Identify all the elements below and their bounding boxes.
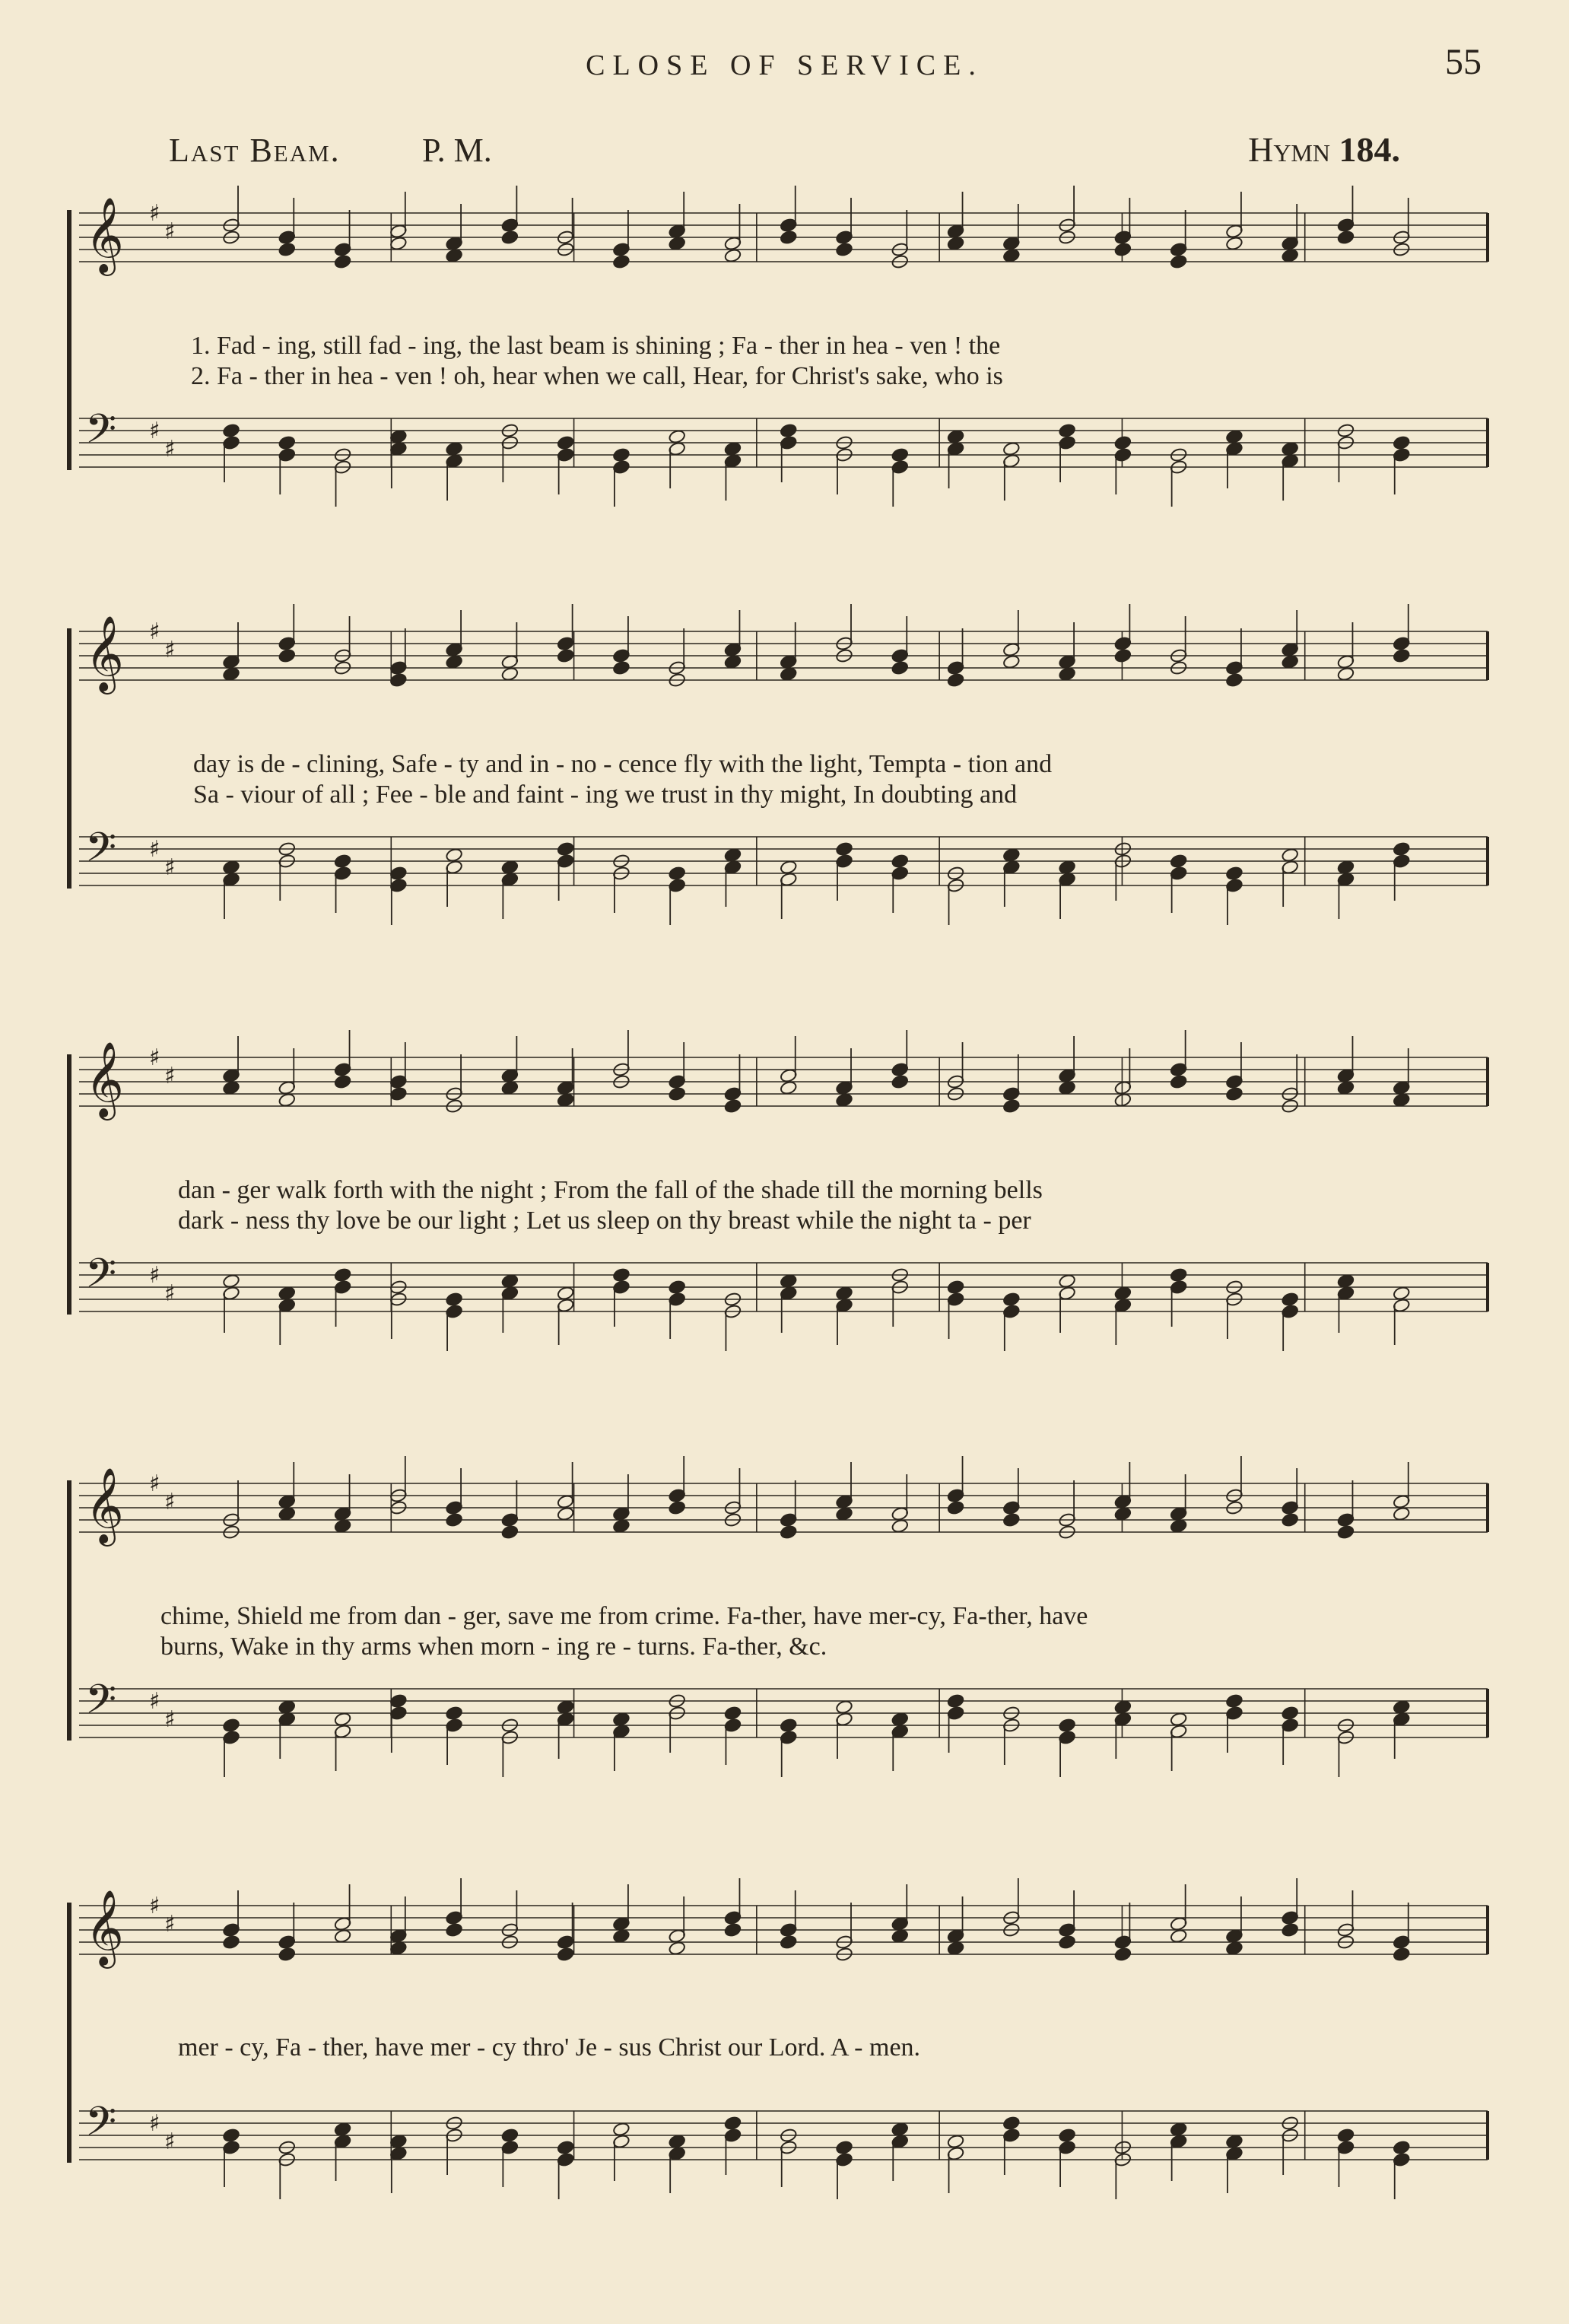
notehead (334, 254, 352, 269)
notehead (501, 1524, 519, 1540)
notehead (278, 242, 296, 257)
sharp-icon: ♯ (149, 836, 160, 863)
notehead (947, 1941, 965, 1956)
sharp-icon: ♯ (164, 1063, 176, 1089)
notehead (1393, 1947, 1411, 1962)
bass-staff (79, 1677, 1488, 1777)
sharp-icon: ♯ (149, 1893, 160, 1919)
notehead (1114, 435, 1132, 450)
lyric-line-2-2: Sa - viour of all ; Fee - ble and faint - ing we trust in thy might, In doubting and (193, 780, 1018, 809)
notehead (1225, 1941, 1243, 1956)
notehead (1225, 672, 1243, 688)
notehead (501, 860, 519, 875)
notehead (835, 841, 853, 857)
notehead (222, 1080, 240, 1095)
notehead (835, 1286, 853, 1301)
notehead (1393, 1506, 1411, 1521)
sharp-icon: ♯ (164, 1489, 176, 1515)
notehead (835, 242, 853, 257)
notehead (222, 1273, 240, 1289)
notehead (1114, 1699, 1132, 1715)
notehead (835, 1506, 853, 1521)
treble-clef-icon: 𝄞 (85, 615, 124, 691)
notehead (389, 1941, 408, 1956)
lyric-line-5-1: mer - cy, Fa - ther, have mer - cy thro' Je - sus Christ our Lord. A - men. (178, 2033, 921, 2062)
notehead (668, 866, 686, 881)
sharp-icon: ♯ (164, 436, 176, 463)
notehead (891, 854, 909, 869)
system-bracket (67, 1054, 71, 1315)
notehead (947, 236, 965, 251)
sharp-icon: ♯ (149, 1044, 160, 1071)
notehead (1058, 1080, 1076, 1095)
bass-staff (79, 406, 1488, 507)
page-number: 55 (1445, 42, 1482, 82)
sharp-icon: ♯ (149, 618, 160, 645)
notehead (1114, 1947, 1132, 1962)
notehead (668, 429, 686, 444)
notehead (1002, 847, 1021, 863)
notehead (1337, 860, 1355, 875)
notehead (389, 866, 408, 881)
notehead (612, 2122, 630, 2137)
sharp-icon: ♯ (149, 200, 160, 227)
music-system-5 (65, 1883, 1504, 2217)
notehead (724, 1098, 742, 1114)
lyric-line-3-2: dark - ness thy love be our light ; Let us sleep on thy breast while the night ta - per (178, 1207, 1031, 1235)
notehead (1114, 242, 1132, 257)
notehead (612, 1267, 630, 1283)
notehead (557, 2140, 575, 2155)
notehead (1170, 1712, 1188, 1727)
sharp-icon: ♯ (164, 1280, 176, 1307)
notehead (334, 854, 352, 869)
notehead (780, 1273, 798, 1289)
notehead (1170, 1074, 1188, 1089)
notehead (501, 2128, 519, 2143)
notehead (389, 429, 408, 444)
notehead (222, 860, 240, 875)
notehead (1281, 847, 1299, 863)
sharp-icon: ♯ (164, 2128, 176, 2155)
notehead (222, 1718, 240, 1733)
notehead (1002, 1292, 1021, 1307)
sharp-icon: ♯ (149, 2110, 160, 2137)
treble-clef-icon: 𝄞 (85, 197, 124, 273)
notehead (668, 1941, 686, 1956)
notehead (724, 441, 742, 456)
notehead (1170, 254, 1188, 269)
notehead (557, 435, 575, 450)
notehead (1281, 654, 1299, 669)
notehead (1281, 1512, 1299, 1528)
notehead (334, 2122, 352, 2137)
notehead (445, 441, 463, 456)
notehead (612, 1712, 630, 1727)
notehead (612, 447, 630, 463)
notehead (1170, 854, 1188, 869)
notehead (222, 2128, 240, 2143)
sharp-icon: ♯ (149, 418, 160, 444)
notehead (278, 1699, 296, 1715)
notehead (1393, 648, 1411, 663)
music-system-4 (65, 1461, 1504, 1795)
lyric-line-4-1: chime, Shield me from dan - ger, save me from crime. Fa-ther, have mer-cy, Fa-ther, have (160, 1602, 1088, 1630)
treble-clef-icon: 𝄞 (85, 1890, 124, 1966)
music-system-2 (65, 609, 1504, 943)
notehead (668, 1280, 686, 1295)
notehead (557, 1286, 575, 1301)
notehead (1058, 1718, 1076, 1733)
notehead (947, 2134, 965, 2149)
notehead (389, 672, 408, 688)
notehead (1337, 1524, 1355, 1540)
notehead (278, 1506, 296, 1521)
notehead (1002, 1512, 1021, 1528)
notehead (724, 2116, 742, 2131)
notehead (445, 248, 463, 263)
treble-staff (79, 186, 1488, 276)
notehead (1337, 230, 1355, 245)
notehead (780, 1718, 798, 1733)
notehead (891, 1518, 909, 1534)
sharp-icon: ♯ (164, 1706, 176, 1733)
notehead (501, 1080, 519, 1095)
notehead (557, 648, 575, 663)
notehead (445, 654, 463, 669)
notehead (1393, 1699, 1411, 1715)
notehead (445, 847, 463, 863)
notehead (557, 1699, 575, 1715)
notehead (1281, 1706, 1299, 1721)
notehead (1170, 1267, 1188, 1283)
notehead (1225, 1086, 1243, 1102)
notehead (501, 1273, 519, 1289)
notehead (1002, 2116, 1021, 2131)
lyric-line-1-1: 1. Fad - ing, still fad - ing, the last beam is shining ; Fa - ther in hea - ven ! the (191, 332, 1001, 360)
notehead (1225, 236, 1243, 251)
notehead (1114, 1286, 1132, 1301)
notehead (1225, 1693, 1243, 1709)
notehead (389, 1693, 408, 1709)
notehead (557, 1506, 575, 1521)
tune-name: Last Beam. (169, 132, 341, 169)
bass-staff (79, 825, 1488, 925)
notehead (278, 1947, 296, 1962)
lyric-line-2-1: day is de - clining, Safe - ty and in - no - cence fly with the light, Tempta - tion and (193, 750, 1053, 778)
notehead (1002, 1098, 1021, 1114)
sharp-icon: ♯ (164, 637, 176, 663)
treble-staff (79, 1878, 1488, 1969)
notehead (222, 1935, 240, 1950)
notehead (278, 435, 296, 450)
notehead (668, 1500, 686, 1515)
notehead (557, 841, 575, 857)
notehead (1337, 1273, 1355, 1289)
notehead (668, 2134, 686, 2149)
notehead (780, 1524, 798, 1540)
notehead (278, 1092, 296, 1108)
notehead (1002, 654, 1021, 669)
notehead (1114, 1506, 1132, 1521)
notehead (1002, 441, 1021, 456)
running-head: CLOSE OF SERVICE. (586, 49, 983, 81)
notehead (445, 1706, 463, 1721)
notehead (445, 1292, 463, 1307)
notehead (891, 2122, 909, 2137)
notehead (278, 648, 296, 663)
notehead (1281, 1292, 1299, 1307)
bass-clef-icon: 𝄢 (85, 1677, 117, 1733)
notehead (445, 1922, 463, 1938)
music-system-1 (65, 190, 1504, 525)
system-bracket (67, 210, 71, 470)
sharp-icon: ♯ (149, 1262, 160, 1289)
notehead (780, 1080, 798, 1095)
bass-clef-icon: 𝄢 (85, 825, 117, 881)
sharp-icon: ♯ (164, 854, 176, 881)
notehead (1337, 1080, 1355, 1095)
notehead (891, 1712, 909, 1727)
notehead (947, 1280, 965, 1295)
notehead (724, 248, 742, 263)
notehead (668, 1086, 686, 1102)
bass-clef-icon: 𝄢 (85, 1251, 117, 1307)
bass-staff (79, 1251, 1488, 1351)
notehead (557, 1092, 575, 1108)
notehead (1225, 429, 1243, 444)
lyric-line-1-2: 2. Fa - ther in hea - ven ! oh, hear when we call, Hear, for Christ's sake, who is (191, 362, 1003, 390)
notehead (389, 2134, 408, 2149)
notehead (612, 254, 630, 269)
notehead (1225, 2134, 1243, 2149)
sharp-icon: ♯ (164, 218, 176, 245)
treble-staff (79, 604, 1488, 695)
notehead (724, 847, 742, 863)
notehead (1393, 841, 1411, 857)
notehead (724, 654, 742, 669)
notehead (389, 236, 408, 251)
bass-clef-icon: 𝄢 (85, 406, 117, 463)
notehead (1393, 435, 1411, 450)
notehead (780, 860, 798, 875)
sharp-icon: ♯ (149, 1470, 160, 1497)
notehead (891, 660, 909, 676)
notehead (1058, 860, 1076, 875)
notehead (1281, 441, 1299, 456)
hymn-number-label (1248, 129, 1400, 170)
lyric-line-3-1: dan - ger walk forth with the night ; From the fall of the shade till the morning bells (178, 1176, 1043, 1204)
notehead (947, 672, 965, 688)
lyric-line-4-2: burns, Wake in thy arms when morn - ing re - turns. Fa-ther, &c. (160, 1633, 827, 1661)
notehead (835, 1092, 853, 1108)
notehead (612, 660, 630, 676)
notehead (947, 1693, 965, 1709)
notehead (445, 1512, 463, 1528)
treble-staff (79, 1030, 1488, 1121)
notehead (334, 1074, 352, 1089)
notehead (1281, 1922, 1299, 1938)
notehead (278, 1286, 296, 1301)
notehead (780, 230, 798, 245)
treble-clef-icon: 𝄞 (85, 1467, 124, 1544)
notehead (835, 1699, 853, 1715)
notehead (389, 1086, 408, 1102)
meter: P. M. (422, 132, 492, 169)
notehead (612, 1518, 630, 1534)
notehead (668, 236, 686, 251)
notehead (1114, 1092, 1132, 1108)
sharp-icon: ♯ (164, 1911, 176, 1938)
notehead (334, 1712, 352, 1727)
treble-staff (79, 1456, 1488, 1547)
hymn-word: Hymn (1248, 130, 1330, 169)
notehead (1058, 1935, 1076, 1950)
notehead (891, 447, 909, 463)
notehead (947, 1500, 965, 1515)
notehead (1337, 666, 1355, 682)
notehead (557, 1947, 575, 1962)
notehead (891, 1074, 909, 1089)
hymn-number: 184. (1339, 130, 1400, 169)
notehead (1058, 2128, 1076, 2143)
notehead (724, 1922, 742, 1938)
notehead (1393, 1092, 1411, 1108)
notehead (1114, 648, 1132, 663)
notehead (1393, 2140, 1411, 2155)
notehead (1337, 2128, 1355, 2143)
notehead (1058, 423, 1076, 438)
notehead (334, 1518, 352, 1534)
system-bracket (67, 628, 71, 889)
notehead (1058, 1273, 1076, 1289)
notehead (1170, 1928, 1188, 1944)
notehead (1281, 248, 1299, 263)
notehead (334, 1928, 352, 1944)
notehead (501, 666, 519, 682)
notehead (501, 230, 519, 245)
notehead (780, 423, 798, 438)
system-bracket (67, 1903, 71, 2163)
notehead (835, 2140, 853, 2155)
notehead (222, 666, 240, 682)
notehead (780, 1935, 798, 1950)
bass-staff (79, 2099, 1488, 2199)
bass-clef-icon: 𝄢 (85, 2099, 117, 2155)
notehead (334, 1267, 352, 1283)
notehead (1393, 1286, 1411, 1301)
notehead (222, 423, 240, 438)
notehead (947, 429, 965, 444)
notehead (1170, 2122, 1188, 2137)
sharp-icon: ♯ (149, 1688, 160, 1715)
notehead (1002, 248, 1021, 263)
notehead (1170, 1518, 1188, 1534)
treble-clef-icon: 𝄞 (85, 1041, 124, 1117)
notehead (780, 666, 798, 682)
notehead (1225, 866, 1243, 881)
system-bracket (67, 1480, 71, 1741)
notehead (724, 1706, 742, 1721)
notehead (1058, 666, 1076, 682)
music-system-3 (65, 1035, 1504, 1369)
notehead (891, 1928, 909, 1944)
notehead (612, 1928, 630, 1944)
